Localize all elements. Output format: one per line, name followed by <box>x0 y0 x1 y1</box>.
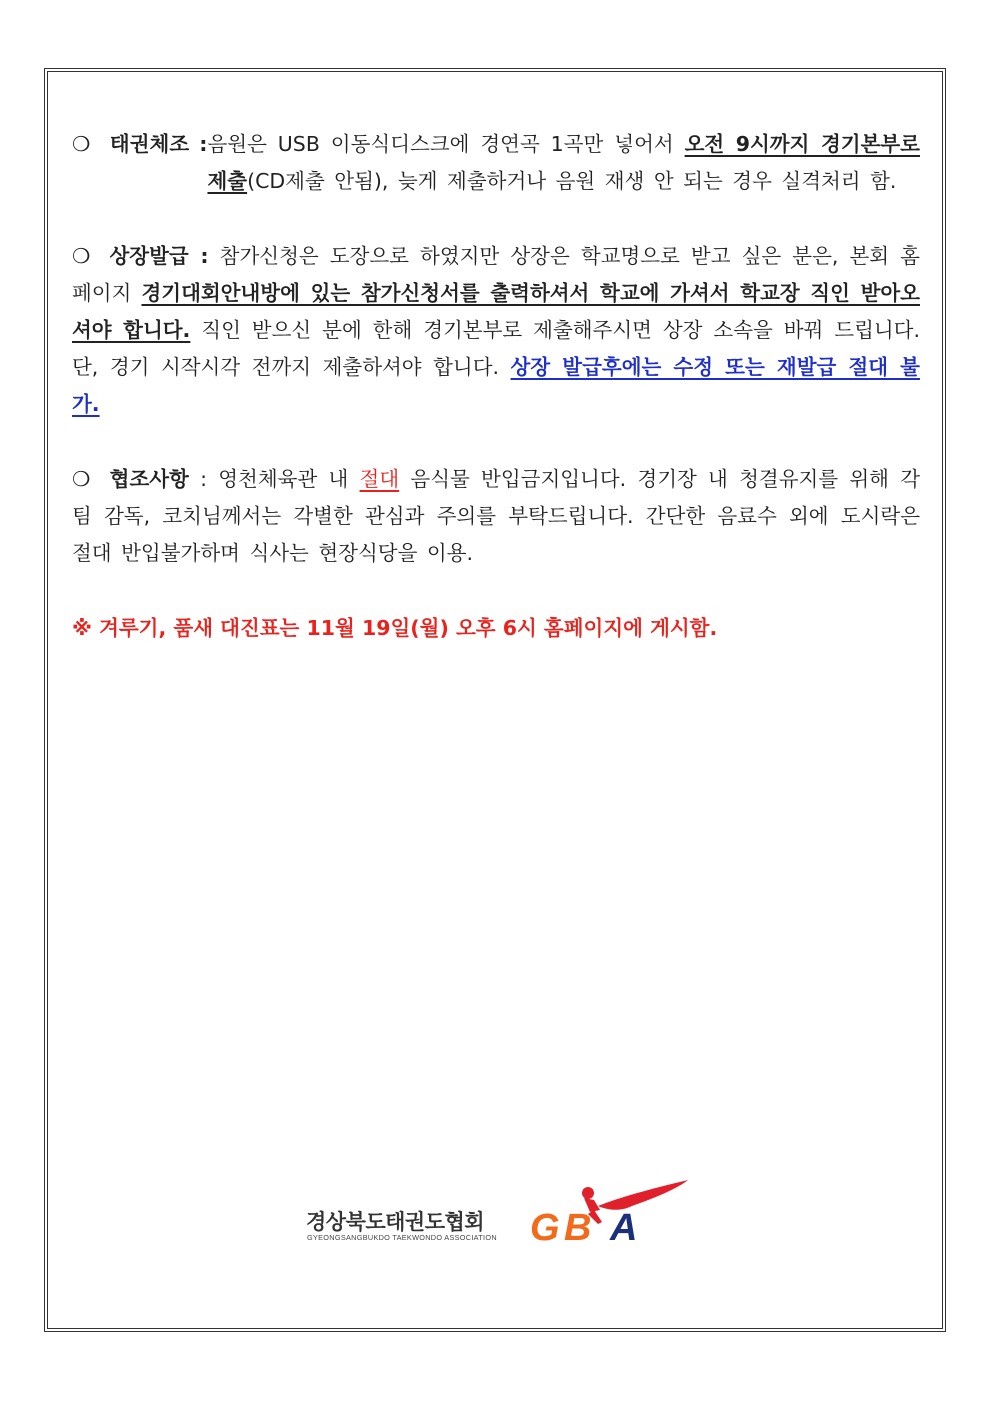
logo-korean-name: 경상북도태권도협회 <box>306 1210 485 1234</box>
text-segment: 직인 받으신 분에 한해 경기본부로 제출해주시면 상장 소속을 바꿔 드립니다. 단, 경기 시작시각 전까지 제출하셔야 합니다. <box>72 318 920 379</box>
text-segment: : 영천체육관 내 <box>188 467 360 491</box>
bullet-icon: ❍ <box>72 132 91 156</box>
svg-text:A: A <box>610 1207 638 1246</box>
section-text <box>207 126 920 200</box>
section-label: 협조사항 <box>109 467 189 491</box>
emphasis-segment: 절대 <box>359 467 400 491</box>
association-logo <box>306 1176 692 1246</box>
section-taekwondo-gymnastics <box>72 126 920 200</box>
svg-text:B: B <box>564 1207 592 1246</box>
section-label: 태권체조 : <box>109 132 208 156</box>
logo-english-name: GYEONGSANGBUKDO TAEKWONDO ASSOCIATION <box>307 1233 497 1242</box>
section-cooperation <box>72 461 920 572</box>
bullet-icon: ❍ <box>72 467 91 491</box>
gba-emblem-icon <box>528 1176 692 1246</box>
document-body <box>72 126 920 668</box>
svg-text:G: G <box>530 1207 560 1246</box>
text-segment: 참가신청은 도장으로 하였지만 상장은 학교명으로 받고 싶은 분은, 본회 홈페이지 <box>72 244 920 305</box>
section-label: 상장발급 : <box>109 244 209 268</box>
bracket-schedule-notice: ※ 겨루기, 품새 대진표는 11월 19일(월) 오후 6시 홈페이지에 게시함. <box>72 616 718 640</box>
text-segment: 음원은 USB 이동식디스크에 경연곡 1곡만 넣어서 <box>207 132 685 156</box>
emphasis-segment: 오전 9시까지 경기본부로 제출 <box>207 132 920 193</box>
bullet-icon: ❍ <box>72 244 91 268</box>
text-segment: (CD제출 안됨), 늦게 제출하거나 음원 재생 안 되는 경우 실격처리 함. <box>247 169 897 193</box>
warning-segment: 상장 발급후에는 수정 또는 재발급 절대 불가. <box>72 355 920 416</box>
emphasis-segment: 경기대회안내방에 있는 참가신청서를 출력하셔서 학교에 가셔서 학교장 직인 받아오셔야 합니다. <box>72 281 920 342</box>
text-segment: 음식물 반입금지입니다. 경기장 내 청결유지를 위해 각 팀 감독, 코치님께서는 각별한 관심과 주의를 부탁드립니다. 간단한 음료수 외에 도시락은 절대 반입불가하며 식사는 현장식당을 이용. <box>72 467 921 565</box>
section-certificate-issue <box>72 238 920 423</box>
